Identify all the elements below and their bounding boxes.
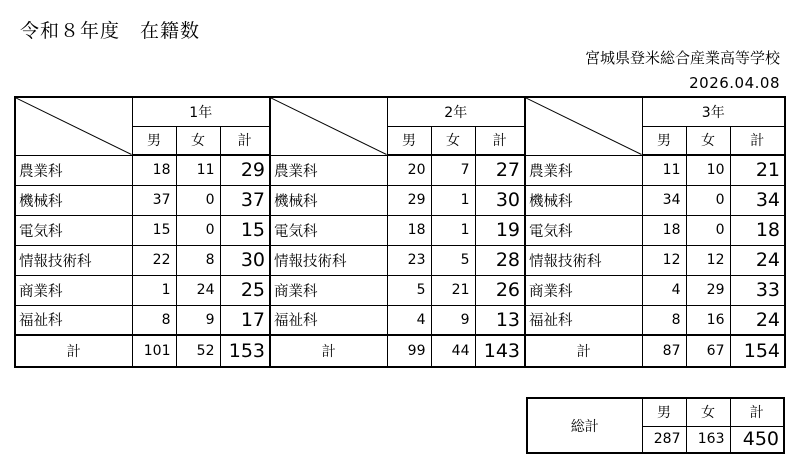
report-date: 2026.04.08 bbox=[689, 74, 780, 92]
female-count: 8 bbox=[176, 245, 220, 275]
female-count: 0 bbox=[686, 215, 730, 245]
grade-total: 143 bbox=[475, 335, 525, 367]
dept-total: 30 bbox=[475, 185, 525, 215]
grand-total-label: 総計 bbox=[527, 398, 642, 453]
male-count: 20 bbox=[387, 155, 431, 185]
dept-name: 機械科 bbox=[270, 185, 387, 215]
female-count: 1 bbox=[431, 185, 475, 215]
female-header: 女 bbox=[686, 126, 730, 155]
female-count: 0 bbox=[686, 185, 730, 215]
dept-name: 情報技術科 bbox=[525, 245, 642, 275]
dept-name: 福祉科 bbox=[270, 305, 387, 335]
dept-total: 29 bbox=[220, 155, 270, 185]
dept-name: 商業科 bbox=[270, 275, 387, 305]
grand-male-count: 287 bbox=[642, 426, 686, 453]
male-count: 8 bbox=[132, 305, 176, 335]
dept-total: 24 bbox=[730, 245, 785, 275]
dept-total: 27 bbox=[475, 155, 525, 185]
dept-total: 24 bbox=[730, 305, 785, 335]
dept-total: 25 bbox=[220, 275, 270, 305]
dept-name: 商業科 bbox=[525, 275, 642, 305]
female-count: 24 bbox=[176, 275, 220, 305]
table-row bbox=[15, 275, 785, 305]
grade-header: 3年 bbox=[642, 97, 785, 126]
dept-total: 13 bbox=[475, 305, 525, 335]
female-count: 5 bbox=[431, 245, 475, 275]
dept-name: 機械科 bbox=[15, 185, 132, 215]
female-total: 67 bbox=[686, 335, 730, 367]
male-total: 99 bbox=[387, 335, 431, 367]
total-header: 計 bbox=[220, 126, 270, 155]
total-header: 計 bbox=[730, 398, 784, 426]
male-count: 15 bbox=[132, 215, 176, 245]
dept-name: 情報技術科 bbox=[15, 245, 132, 275]
dept-name: 電気科 bbox=[15, 215, 132, 245]
school-name: 宮城県登米総合産業高等学校 bbox=[584, 49, 780, 67]
dept-total: 30 bbox=[220, 245, 270, 275]
male-count: 18 bbox=[387, 215, 431, 245]
grade-header: 2年 bbox=[387, 97, 525, 126]
female-count: 9 bbox=[431, 305, 475, 335]
dept-total: 21 bbox=[730, 155, 785, 185]
grade-header-row bbox=[15, 97, 785, 126]
male-count: 37 bbox=[132, 185, 176, 215]
diagonal-corner-cell bbox=[525, 97, 642, 155]
total-row-label: 計 bbox=[270, 335, 387, 367]
female-count: 0 bbox=[176, 185, 220, 215]
female-header: 女 bbox=[686, 398, 730, 426]
diagonal-corner-cell bbox=[15, 97, 132, 155]
table-row bbox=[15, 155, 785, 185]
grade-total: 153 bbox=[220, 335, 270, 367]
male-total: 101 bbox=[132, 335, 176, 367]
dept-total: 19 bbox=[475, 215, 525, 245]
total-header: 計 bbox=[475, 126, 525, 155]
enrollment-table bbox=[14, 96, 786, 368]
dept-name: 電気科 bbox=[525, 215, 642, 245]
female-count: 21 bbox=[431, 275, 475, 305]
grade-total: 154 bbox=[730, 335, 785, 367]
male-count: 4 bbox=[642, 275, 686, 305]
male-count: 34 bbox=[642, 185, 686, 215]
male-count: 11 bbox=[642, 155, 686, 185]
female-header: 女 bbox=[431, 126, 475, 155]
female-count: 0 bbox=[176, 215, 220, 245]
female-header: 女 bbox=[176, 126, 220, 155]
male-count: 18 bbox=[642, 215, 686, 245]
table-row bbox=[15, 215, 785, 245]
male-count: 23 bbox=[387, 245, 431, 275]
female-count: 10 bbox=[686, 155, 730, 185]
male-count: 4 bbox=[387, 305, 431, 335]
male-header: 男 bbox=[642, 398, 686, 426]
male-header: 男 bbox=[132, 126, 176, 155]
totals-row bbox=[15, 335, 785, 367]
female-count: 11 bbox=[176, 155, 220, 185]
dept-name: 福祉科 bbox=[525, 305, 642, 335]
dept-name: 農業科 bbox=[15, 155, 132, 185]
dept-name: 電気科 bbox=[270, 215, 387, 245]
dept-total: 18 bbox=[730, 215, 785, 245]
dept-total: 33 bbox=[730, 275, 785, 305]
male-count: 1 bbox=[132, 275, 176, 305]
table-row bbox=[15, 245, 785, 275]
total-header: 計 bbox=[730, 126, 785, 155]
dept-total: 26 bbox=[475, 275, 525, 305]
grand-female-count: 163 bbox=[686, 426, 730, 453]
dept-total: 17 bbox=[220, 305, 270, 335]
dept-name: 福祉科 bbox=[15, 305, 132, 335]
male-count: 18 bbox=[132, 155, 176, 185]
dept-name: 農業科 bbox=[270, 155, 387, 185]
total-row-label: 計 bbox=[525, 335, 642, 367]
dept-total: 37 bbox=[220, 185, 270, 215]
male-count: 5 bbox=[387, 275, 431, 305]
grand-total-count: 450 bbox=[730, 426, 784, 453]
table-row bbox=[15, 305, 785, 335]
female-count: 7 bbox=[431, 155, 475, 185]
dept-name: 情報技術科 bbox=[270, 245, 387, 275]
male-count: 8 bbox=[642, 305, 686, 335]
male-count: 22 bbox=[132, 245, 176, 275]
female-count: 16 bbox=[686, 305, 730, 335]
dept-total: 28 bbox=[475, 245, 525, 275]
female-count: 9 bbox=[176, 305, 220, 335]
female-count: 29 bbox=[686, 275, 730, 305]
male-count: 12 bbox=[642, 245, 686, 275]
dept-total: 15 bbox=[220, 215, 270, 245]
female-total: 44 bbox=[431, 335, 475, 367]
male-header: 男 bbox=[387, 126, 431, 155]
male-total: 87 bbox=[642, 335, 686, 367]
dept-name: 農業科 bbox=[525, 155, 642, 185]
diagonal-corner-cell bbox=[270, 97, 387, 155]
total-row-label: 計 bbox=[15, 335, 132, 367]
grade-header: 1年 bbox=[132, 97, 270, 126]
female-total: 52 bbox=[176, 335, 220, 367]
page-title: 令和８年度 在籍数 bbox=[20, 20, 201, 42]
female-count: 12 bbox=[686, 245, 730, 275]
grand-total-table bbox=[526, 397, 785, 454]
male-count: 29 bbox=[387, 185, 431, 215]
dept-name: 商業科 bbox=[15, 275, 132, 305]
male-header: 男 bbox=[642, 126, 686, 155]
dept-name: 機械科 bbox=[525, 185, 642, 215]
female-count: 1 bbox=[431, 215, 475, 245]
dept-total: 34 bbox=[730, 185, 785, 215]
table-row bbox=[15, 185, 785, 215]
